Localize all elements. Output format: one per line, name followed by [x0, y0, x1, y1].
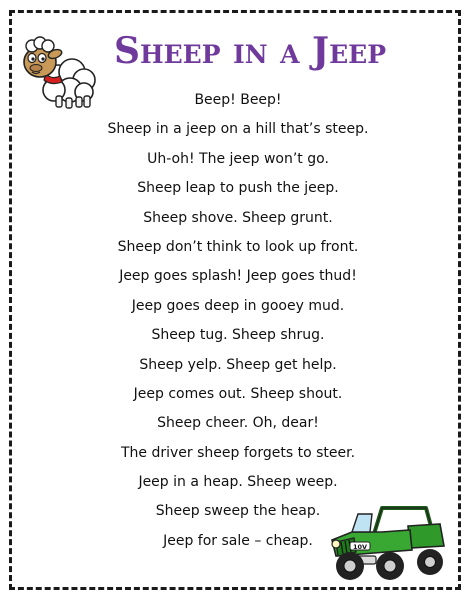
- poem-line: Sheep tug. Sheep shrug.: [151, 327, 325, 344]
- page-title: Sheep in a Jeep: [113, 30, 386, 72]
- jeep-plate-text: 10V: [352, 543, 368, 551]
- poem-line: Jeep goes deep in gooey mud.: [131, 297, 345, 314]
- poem-line: Jeep for sale – cheap.: [163, 532, 313, 549]
- poem-line: Beep! Beep!: [194, 92, 282, 108]
- poem-line: Sheep don’t think to look up front.: [117, 238, 359, 255]
- poem-line: Sheep in a jeep on a hill that’s steep.: [107, 121, 369, 138]
- poem-line: Jeep comes out. Sheep shout.: [133, 385, 343, 402]
- poem-line: Jeep goes splash! Jeep goes thud!: [119, 268, 357, 285]
- poem-line: Uh-oh! The jeep won’t go.: [147, 150, 329, 167]
- poem-line: Sheep shove. Sheep grunt.: [143, 209, 333, 226]
- poem-line: Sheep yelp. Sheep get help.: [139, 356, 337, 373]
- poem-line: Sheep sweep the heap.: [155, 503, 321, 520]
- jeep-illustration: [322, 500, 450, 582]
- poem-line: Sheep cheer. Oh, dear!: [157, 415, 319, 432]
- poem-line: Sheep leap to push the jeep.: [137, 180, 339, 197]
- jeep-wheels: [336, 549, 443, 580]
- poem-lines: [60, 86, 416, 556]
- poem-line: Jeep in a heap. Sheep weep.: [138, 474, 338, 491]
- poem-line: The driver sheep forgets to steer.: [120, 444, 356, 461]
